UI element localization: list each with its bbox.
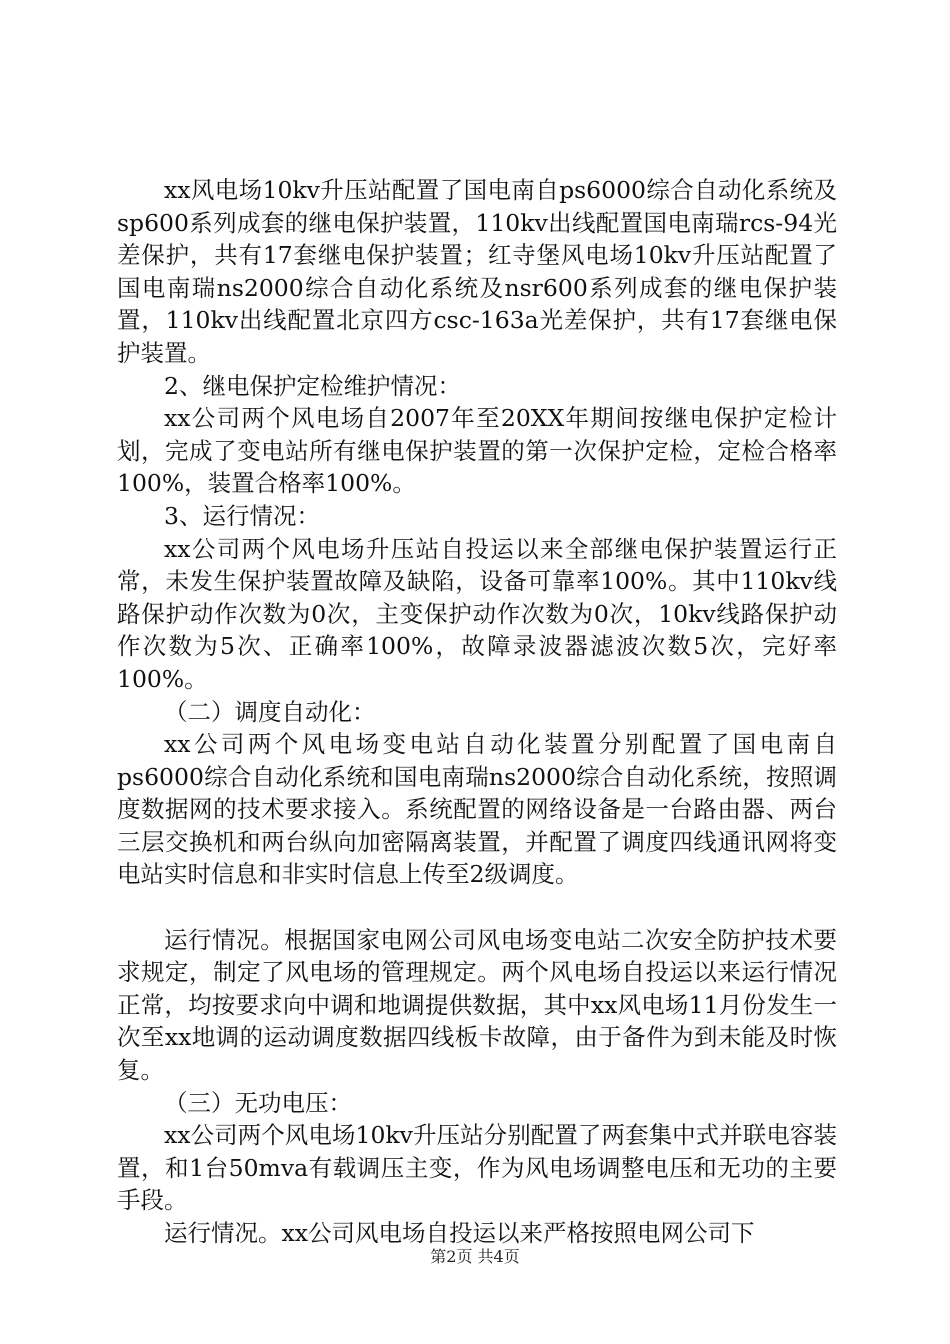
paragraph-dispatch-operation: 运行情况。根据国家电网公司风电场变电站二次安全防护技术要求规定，制定了风电场的管理规定。两个风电场自投运以来运行情况正常，均按要求向中调和地调提供数据，其中xx风电场11月份发生一次至xx地调的运动调度数据四线板卡故障，由于备件为到未能及时恢复。 — [117, 925, 837, 1085]
paragraph-dispatch-automation: xx公司两个风电场变电站自动化装置分别配置了国电南自ps6000综合自动化系统和国电南瑞ns2000综合自动化系统，按照调度数据网的技术要求接入。系统配置的网络设备是一台路由器、两台三层交换机和两台纵向加密隔离装置，并配置了调度四线通讯网将变电站实时信息和非实时信息上传至2级调度。 — [117, 730, 837, 889]
page-footer: 第2页 共4页 — [430, 1247, 520, 1266]
paragraph-operation: xx公司两个风电场升压站自投运以来全部继电保护装置运行正常，未发生保护装置故障及缺陷，设备可靠率100%。其中110kv线路保护动作次数为0次，主变保护动作次数为0次，10kv线路保护动作次数为5次、正确率100%，故障录波器滤波次数5次，完好率100%。 — [117, 534, 837, 693]
heading-relay-maintenance: 2、继电保护定检维护情况： — [164, 371, 461, 400]
document-body — [117, 174, 837, 1250]
paragraph-reactive-operation: 运行情况。xx公司风电场自投运以来严格按照电网公司下 — [164, 1219, 755, 1247]
heading-reactive-voltage: （三）无功电压： — [164, 1088, 352, 1117]
heading-operation: 3、运行情况： — [164, 501, 320, 530]
heading-dispatch-automation: （二）调度自动化： — [164, 697, 376, 726]
paragraph-relay-config: xx风电场10kv升压站配置了国电南自ps6000综合自动化系统及sp600系列成套的继电保护装置，110kv出线配置国电南瑞rcs-94光差保护，共有17套继电保护装置；红寺堡风电场10kv升压站配置了国电南瑞ns2000综合自动化系统及nsr600系列成套的继电保护装置，110kv出线配置北京四方csc-163a光差保护，共有17套继电保护装置。 — [117, 176, 837, 367]
paragraph-reactive-voltage: xx公司两个风电场10kv升压站分别配置了两套集中式并联电容装置，和1台50mva有载调压主变，作为风电场调整电压和无功的主要手段。 — [117, 1121, 837, 1215]
paragraph-relay-maintenance: xx公司两个风电场自2007年至20XX年期间按继电保护定检计划，完成了变电站所有继电保护装置的第一次保护定检，定检合格率100%，装置合格率100%。 — [117, 404, 837, 498]
